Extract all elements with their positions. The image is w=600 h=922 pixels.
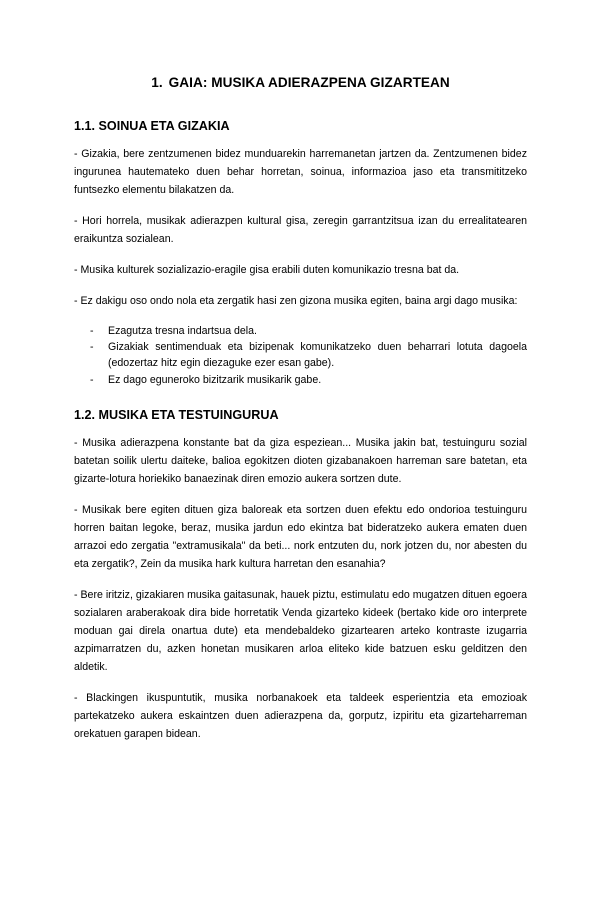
document-title	[74, 74, 527, 92]
bullet-item	[90, 323, 527, 339]
bullet-item	[90, 339, 527, 371]
bullet-marker: -	[90, 373, 94, 386]
title-number: 1.	[151, 75, 163, 90]
section-musika-eta-testuingurua	[74, 407, 527, 743]
title-text: GAIA: MUSIKA ADIERAZPENA GIZARTEAN	[168, 75, 450, 90]
paragraph: - Bere iritziz, gizakiaren musika gaitasunak, hauek piztu, estimulatu edo mugatzen dituen egoera sozialaren araberakoak dira bide horretatik Venda gizarteko kideek (bertako kide oro interprete moduan gai direla onartua dute) eta mendebaldeko gizartearen arteko kontraste izugarria azpimarratzen du, azken honetan musikaren arloa eliteko kide batzuen esku gelditzen den aldetik.	[74, 588, 527, 673]
paragraph: - Gizakia, bere zentzumenen bidez munduarekin harremanetan jartzen da. Zentzumenen bidez ingurunea hautemateko duen behar horretan, soinua, informazioa jaso eta transmititzeko funtsezko elementu bilakatzen da.	[74, 148, 527, 196]
bullet-text: Gizakiak sentimenduak eta bizipenak komunikatzeko duen beharrari lotuta dagoela (edozertaz hitz egin diezaguke ezer esan gabe).	[108, 341, 527, 370]
bullet-item	[90, 372, 527, 388]
bullet-list	[74, 323, 527, 388]
bullet-text: Ez dago eguneroko bizitzarik musikarik gabe.	[108, 373, 322, 386]
paragraph: - Musikak bere egiten dituen giza baloreak eta sortzen duen efektu edo ondorioa testuinguru horren baitan legoke, beraz, musika jardun edo ekintza bat bideratzeko aukera ematen duen arrazoi edo zergatia "extramusikala" da beti... nork entzuten du, nork jotzen du, nor abesten du eta zergatik?, Zein da musika hark kultura harretan den esanahia?	[74, 503, 527, 570]
bullet-marker: -	[90, 341, 94, 354]
paragraph: - Musika kulturek sozializazio-eragile gisa erabili duten komunikazio tresna bat da.	[74, 264, 460, 276]
paragraph: - Hori horrela, musikak adierazpen kultural gisa, zeregin garrantzitsua izan du errealitatearen eraikuntza sozialean.	[74, 215, 527, 245]
paragraph: - Musika adierazpena konstante bat da giza espeziean... Musika jakin bat, testuinguru sozial batetan soilik ulertu daiteke, balioa egokitzen dioten gizabanakoen harreman sare batetan, eta gizarte-lotura horiekiko banaezinak diren emozio aukera sortzen dute.	[74, 436, 527, 485]
bullet-marker: -	[90, 325, 94, 337]
section-soinua-eta-gizakia	[74, 118, 527, 388]
section-heading: 1.1. SOINUA ETA GIZAKIA	[74, 119, 230, 133]
document-page	[0, 74, 600, 922]
bullet-text: Ezagutza tresna indartsua dela.	[108, 325, 257, 337]
paragraph: - Ez dakigu oso ondo nola eta zergatik hasi zen gizona musika egiten, baina argi dago musika:	[74, 295, 518, 307]
paragraph: - Blackingen ikuspuntutik, musika norbanakoek eta taldeek esperientzia eta emozioak partekatzeko aukera eskaintzen duen adierazpena da, gorputz, izpiritu eta gizarteharreman orekatuen garapen bidean.	[74, 691, 527, 740]
section-heading: 1.2. MUSIKA ETA TESTUINGURUA	[74, 407, 279, 422]
